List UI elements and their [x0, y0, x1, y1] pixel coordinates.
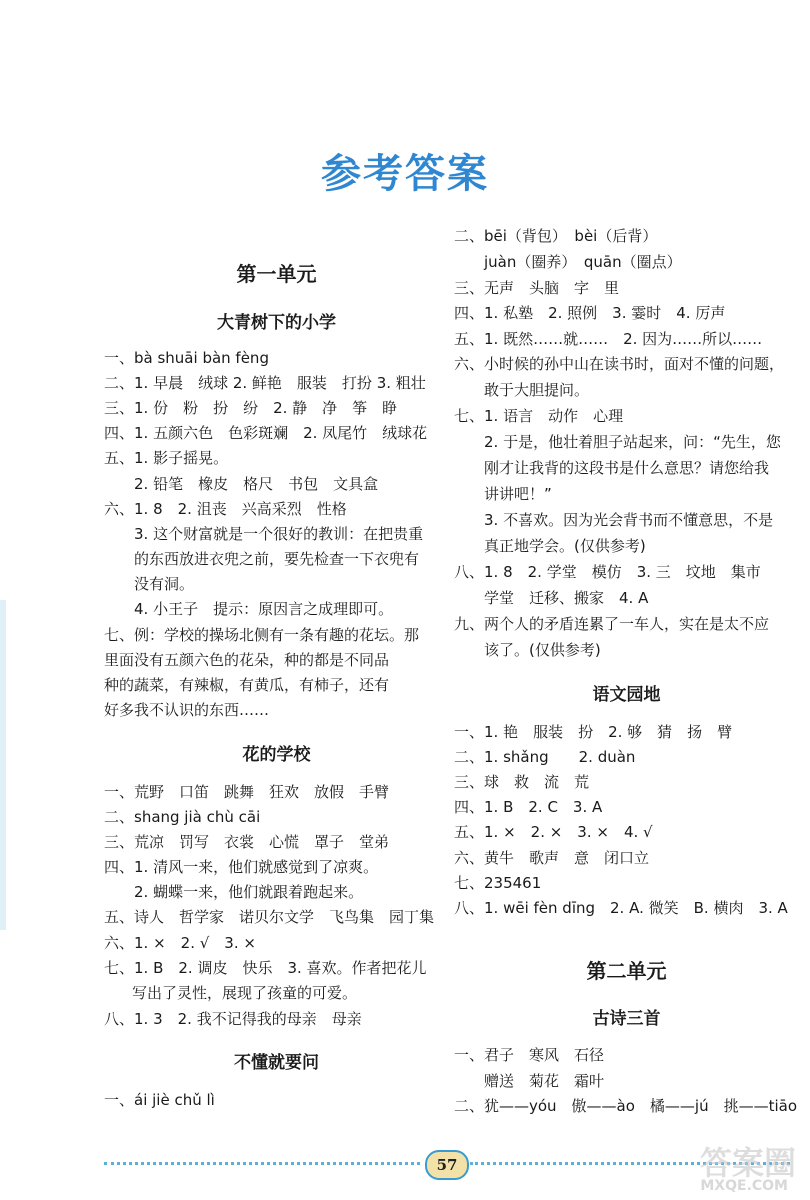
- answer-line: 没有洞。: [134, 575, 195, 593]
- answer-line: 五、诗人 哲学家 诺贝尔文学 飞鸟集 园丁集: [104, 908, 435, 926]
- answer-line: 三、球 救 流 荒: [454, 773, 590, 791]
- lesson-heading: 大青树下的小学: [217, 313, 336, 333]
- answer-line: 好多我不认识的东西……: [104, 701, 270, 719]
- answer-line: 八、1. 8 2. 学堂 模仿 3. 三 坟地 集市: [454, 563, 761, 581]
- answer-line: 七、1. 语言 动作 心理: [454, 407, 624, 425]
- lesson-heading: 不懂就要问: [234, 1053, 319, 1073]
- answer-line: 一、ái jiè chǔ lì: [104, 1091, 215, 1109]
- answer-line: 六、小时候的孙中山在读书时，面对不懂的问题，: [454, 355, 785, 373]
- answer-line: 六、1. 8 2. 沮丧 兴高采烈 性格: [104, 500, 347, 518]
- answer-line: 七、1. B 2. 调皮 快乐 3. 喜欢。作者把花儿: [104, 959, 427, 977]
- answer-line: 五、1. × 2. × 3. × 4. √: [454, 823, 653, 841]
- answer-line: 二、犹——yóu 傲——ào 橘——jú 挑——tiāo: [454, 1097, 798, 1115]
- answer-line: 里面没有五颜六色的花朵，种的都是不同品: [104, 651, 390, 669]
- answer-line: 一、荒野 口笛 跳舞 狂欢 放假 手臂: [104, 783, 390, 801]
- page-title: 参考答案: [321, 151, 489, 197]
- lesson-heading: 花的学校: [242, 745, 311, 765]
- answer-line: 该了。(仅供参考): [484, 641, 601, 659]
- footer-dots-left: [104, 1162, 420, 1169]
- answer-line: 四、1. 清风一来，他们就感觉到了凉爽。: [104, 858, 379, 876]
- answer-line: 2. 蝴蝶一来，他们就跟着跑起来。: [134, 883, 364, 901]
- watermark-url: MXQE.COM: [700, 1178, 788, 1194]
- answer-line: 七、235461: [454, 874, 542, 892]
- answer-line: 二、1. shǎng 2. duàn: [454, 748, 636, 766]
- answer-line: 2. 铅笔 橡皮 格尺 书包 文具盒: [134, 475, 379, 493]
- lesson-heading: 古诗三首: [592, 1009, 661, 1029]
- answer-line: 一、1. 艳 服装 扮 2. 够 猜 扬 臂: [454, 723, 733, 741]
- answer-line: 六、黄牛 歌声 意 闭口立: [454, 849, 650, 867]
- answer-line: 讲讲吧！”: [484, 485, 552, 503]
- answer-line: 八、1. 3 2. 我不记得我的母亲 母亲: [104, 1010, 362, 1028]
- answer-line: juàn（圈养） quān（圈点）: [484, 253, 682, 271]
- answer-line: 四、1. 五颜六色 色彩斑斓 2. 凤尾竹 绒球花: [104, 424, 428, 442]
- answer-line: 3. 这个财富就是一个很好的教训：在把贵重: [134, 525, 424, 543]
- answer-line: 赠送 菊花 霜叶: [484, 1072, 605, 1090]
- answer-line: 五、1. 影子摇晃。: [104, 449, 229, 467]
- answer-line: 六、1. × 2. √ 3. ×: [104, 934, 256, 952]
- answer-line: 真正地学会。(仅供参考): [484, 537, 646, 555]
- answer-line: 种的蔬菜，有辣椒，有黄瓜，有柿子，还有: [104, 676, 390, 694]
- answer-line: 三、1. 份 粉 扮 纷 2. 静 净 筝 睁: [104, 399, 398, 417]
- answer-line: 三、无声 头脑 字 里: [454, 279, 620, 297]
- answer-line: 三、荒凉 罚写 衣裳 心慌 罩子 堂弟: [104, 833, 390, 851]
- answer-line: 九、两个人的矛盾连累了一车人，实在是太不应: [454, 615, 770, 633]
- page-number: 57: [425, 1150, 469, 1180]
- answer-line: 二、shang jià chù cāi: [104, 808, 261, 826]
- answer-line: 二、bēi（背包） bèi（后背）: [454, 227, 658, 245]
- answer-line: 一、君子 寒风 石径: [454, 1046, 605, 1064]
- answer-line: 四、1. 私塾 2. 照例 3. 霎时 4. 厉声: [454, 304, 726, 322]
- watermark-logo: 答案圈: [699, 1144, 796, 1182]
- answer-line: 3. 不喜欢。因为光会背书而不懂意思，不是: [484, 511, 774, 529]
- unit-heading: 第一单元: [236, 262, 317, 286]
- answer-line: 4. 小王子 提示：原因言之成理即可。: [134, 600, 394, 618]
- lesson-heading: 语文园地: [592, 685, 661, 705]
- answer-line: 敢于大胆提问。: [484, 381, 590, 399]
- answer-line: 写出了灵性，展现了孩童的可爱。: [132, 984, 358, 1002]
- answer-line: 2. 于是，他壮着胆子站起来，问：“先生，您: [484, 433, 781, 451]
- answer-line: 刚才让我背的这段书是什么意思？请您给我: [484, 459, 770, 477]
- unit-heading: 第二单元: [586, 959, 667, 983]
- answer-line: 七、例：学校的操场北侧有一条有趣的花坛。那: [104, 626, 420, 644]
- answer-line: 学堂 迁移、搬家 4. A: [484, 589, 649, 607]
- page-edge-tint: [0, 600, 6, 930]
- answer-line: 一、bà shuāi bàn fèng: [104, 349, 269, 367]
- answer-line: 的东西放进衣兜之前，要先检查一下衣兜有: [134, 550, 420, 568]
- answer-line: 四、1. B 2. C 3. A: [454, 798, 603, 816]
- answer-line: 二、1. 早晨 绒球 2. 鲜艳 服装 打扮 3. 粗壮: [104, 374, 426, 392]
- answer-line: 五、1. 既然……就…… 2. 因为……所以……: [454, 330, 763, 348]
- answer-line: 八、1. wēi fèn dīng 2. A. 微笑 B. 横肉 3. A: [454, 899, 788, 917]
